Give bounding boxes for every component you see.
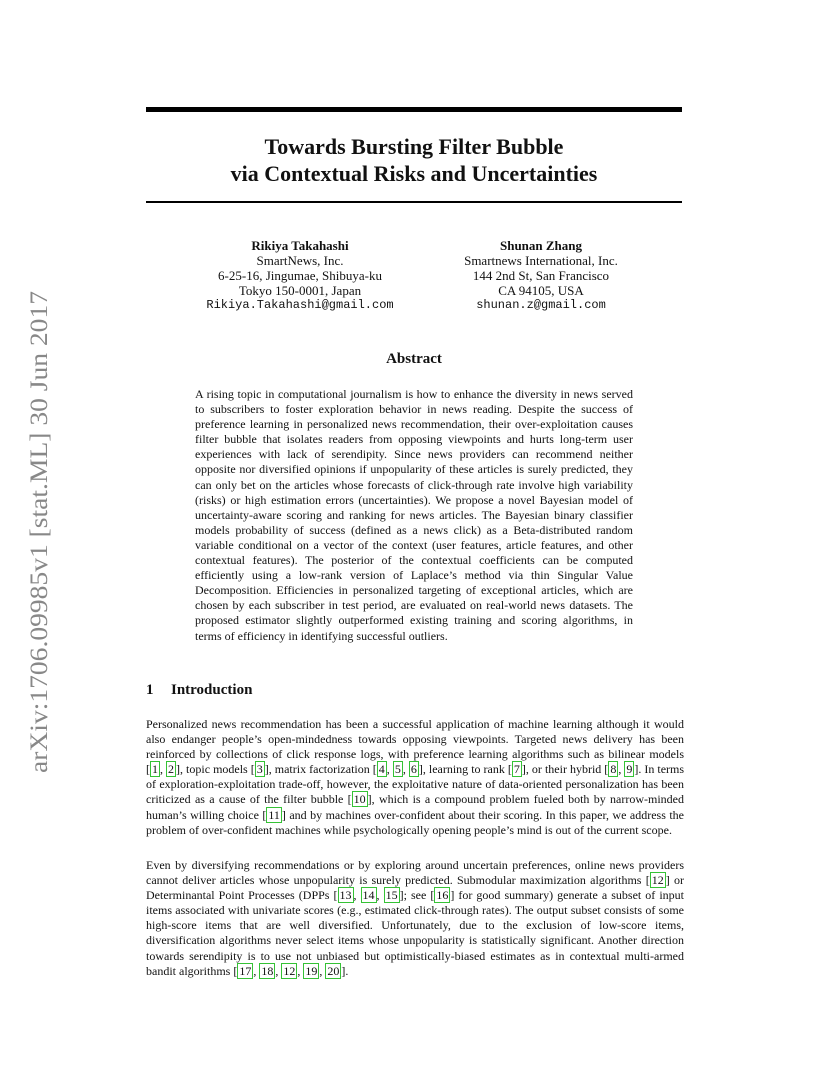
paper-title <box>146 133 682 187</box>
paragraph-text: Personalized news recommendation has been a successful application of machine learning although it would also endanger people’s open-mindedness towards opposing viewpoints. Targeted news delivery has been reinforced by collections of click response logs, with preference learning algorithms such as bilinear models [ <box>146 717 684 777</box>
citation-link[interactable]: 5 <box>394 762 401 777</box>
citation-link[interactable]: 13 <box>339 888 352 903</box>
citation-link[interactable]: 14 <box>362 888 375 903</box>
title-top-rule <box>146 107 682 112</box>
arxiv-identifier-sidebar <box>17 290 57 775</box>
citation-link[interactable]: 15 <box>385 888 398 903</box>
paragraph-text: ] and by machines over-confident about their scoring. In this paper, we address the problem of over-confident machines while psychologically opening people’s mind is out of the current scope. <box>146 807 684 837</box>
paragraph-text: ], which is a compound problem fueled both by narrow-minded human’s willing choice [ <box>146 792 684 822</box>
author-address-line: Tokyo 150-0001, Japan <box>238 283 362 298</box>
author-block-2 <box>428 238 654 313</box>
citation-link[interactable]: 4 <box>378 762 385 777</box>
citation-link[interactable]: 12 <box>651 873 664 888</box>
title-line-1: Towards Bursting Filter Bubble <box>264 134 564 159</box>
abstract-heading: Abstract <box>386 351 442 367</box>
citation-link[interactable]: 9 <box>626 762 633 777</box>
paragraph-text: ]; see [ <box>399 888 435 903</box>
citation-link[interactable]: 3 <box>256 762 263 777</box>
citation-link[interactable]: 19 <box>305 963 318 978</box>
author-address-line: CA 94105, USA <box>498 283 584 298</box>
citation-separator: , <box>402 762 409 777</box>
citation-link[interactable]: 8 <box>610 762 617 777</box>
citation-link[interactable]: 20 <box>327 963 340 978</box>
citation-separator: , <box>319 963 326 978</box>
author-email: Rikiya.Takahashi@gmail.com <box>206 298 394 312</box>
author-address-line: 6-25-16, Jingumae, Shibuya-ku <box>218 268 382 283</box>
citation-link[interactable]: 2 <box>168 762 175 777</box>
citation-separator: , <box>275 963 282 978</box>
author-email: shunan.z@gmail.com <box>476 298 606 312</box>
citation-link[interactable]: 12 <box>283 963 296 978</box>
author-name: Rikiya Takahashi <box>251 238 349 253</box>
paragraph-text: ]. <box>341 963 349 978</box>
paragraph-text: ], or their hybrid [ <box>521 762 609 777</box>
citation-separator: , <box>618 762 625 777</box>
citation-separator: , <box>160 762 167 777</box>
title-line-2: via Contextual Risks and Uncertainties <box>230 161 598 186</box>
citation-link[interactable]: 7 <box>513 762 520 777</box>
citation-link[interactable]: 10 <box>353 792 366 807</box>
citation-link[interactable]: 17 <box>239 963 252 978</box>
citation-separator: , <box>386 762 393 777</box>
author-name: Shunan Zhang <box>499 238 583 253</box>
section-title: Introduction <box>171 682 253 698</box>
citation-separator: , <box>297 963 304 978</box>
section-number: 1 <box>146 682 154 698</box>
paragraph-text: ] or Determinantal Point Processes (DPPs [ <box>146 873 684 903</box>
intro-paragraph-1 <box>146 717 684 838</box>
arxiv-identifier-text: arXiv:1706.09985v1 [stat.ML] 30 Jun 2017 <box>26 335 53 773</box>
abstract-text: A rising topic in computational journalism is how to enhance the diversity in news served to subscribers to foster exploration behavior in news reading. Despite the success of preference learning in personalized news recommendation, their over-exploitation causes filter bubble that isolates readers from opposing viewpoints and hurts long-term user experiences with lack of serendipity. Since news providers can recommend neither opposite nor diversified opinions if unpopularity of these articles is surely predicted, they can only bet on the articles whose forecasts of click-through rate involve high variability (risks) or high estimation errors (uncertainties). We propose a novel Bayesian model of uncertainty-aware scoring and ranking for news articles. The Bayesian binary classifier models probability of success (defined as a news click) as a Beta-distributed random variable conditional on a vector of the context (user features, article features, and other contextual features). The posterior of the contextual coefficients can be computed efficiently using a low-rank version of Laplace’s method via thin Singular Value Decomposition. Efficiencies in personalized targeting of exceptional articles, which are chosen by each subscriber in test period, are evaluated on real-world news datasets. The proposed estimator slightly outperformed existing training and scoring algorithms, in terms of efficiency in identifying successful outliers. <box>195 387 633 643</box>
section-heading-introduction <box>146 682 252 699</box>
paragraph-text: ], learning to rank [ <box>418 762 512 777</box>
paragraph-text: ], matrix factorization [ <box>264 762 377 777</box>
author-address-line: 144 2nd St, San Francisco <box>472 268 610 283</box>
citation-separator: , <box>376 888 384 903</box>
paragraph-text: ], topic models [ <box>176 762 255 777</box>
paragraph-text: ] for good summary) generate a subset of input items associated with univariate scores (e.g., estimated click-through rates). The output subset consists of some high-score items that are well diversified. Unfortunately, due to the exclusion of low-score items, diversification algorithms never select items whose unpopularity is statistically significant. Another direction towards serendipity is to use not unbiased but optimistically-biased estimates as in contextual multi-armed bandit algorithms [ <box>146 888 684 978</box>
citation-separator: , <box>253 963 260 978</box>
author-affiliation: SmartNews, Inc. <box>256 253 344 268</box>
author-affiliation: Smartnews International, Inc. <box>464 253 618 268</box>
citation-link[interactable]: 1 <box>152 762 158 777</box>
citation-link[interactable]: 16 <box>436 888 449 903</box>
title-bottom-rule <box>146 201 682 203</box>
paragraph-text: Even by diversifying recommendations or by exploring around uncertain preferences, online news providers cannot deliver articles whose unpopularity is surely predicted. Submodular maximization algorithms [ <box>146 858 684 888</box>
citation-link[interactable]: 11 <box>268 807 280 822</box>
citation-link[interactable]: 18 <box>261 963 274 978</box>
citation-link[interactable]: 6 <box>410 762 417 777</box>
intro-paragraph-2 <box>146 858 684 979</box>
paragraph-text: ]. In terms of exploration-exploitation trade-off, however, the exploitative nature of data-oriented personalization has been criticized as a cause of the filter bubble [ <box>146 762 685 807</box>
author-block-1 <box>190 238 410 313</box>
citation-separator: , <box>353 888 361 903</box>
